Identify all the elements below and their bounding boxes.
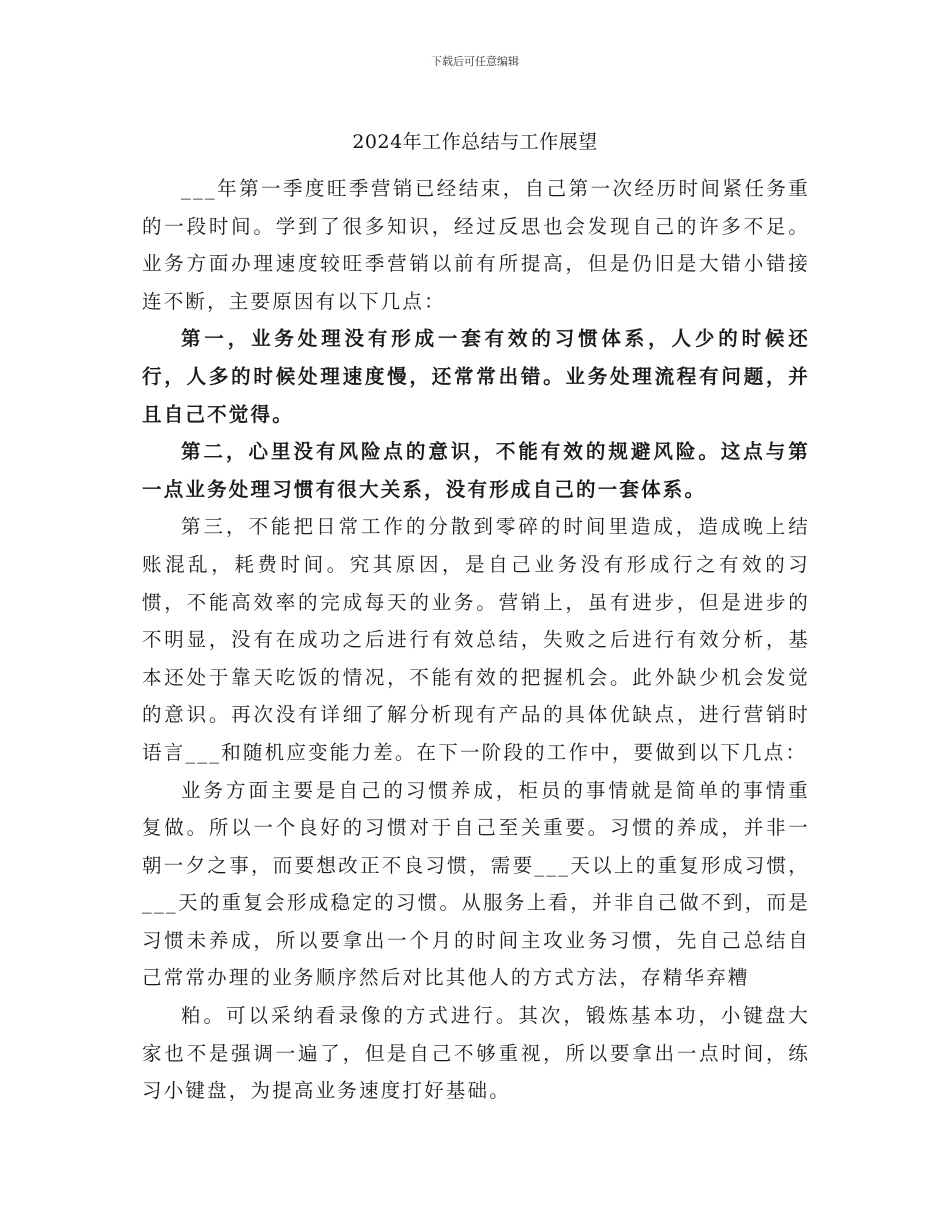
- paragraph-point-two: 第二，心里没有风险点的意识，不能有效的规避风险。这点与第一点业务处理习惯有很大关系，没有形成自己的一套体系。: [142, 440, 810, 501]
- paragraph-practice: 粕。可以采纳看录像的方式进行。其次，锻炼基本功，小键盘大家也不是强调一遍了，但是自己不够重视，所以要拿出一点时间，练习小键盘，为提高业务速度打好基础。: [142, 1004, 810, 1103]
- paragraph-intro: ___年第一季度旺季营销已经结束，自己第一次经历时间紧任务重的一段时间。学到了很多知识，经过反思也会发现自己的许多不足。业务方面办理速度较旺季营销以前有所提高，但是仍旧是大错小错接连不断，主要原因有以下几点：: [142, 177, 810, 313]
- document-title: 2024年工作总结与工作展望: [352, 131, 598, 153]
- paragraph-point-one: 第一，业务处理没有形成一套有效的习惯体系，人少的时候还行，人多的时候处理速度慢，还常常出错。业务处理流程有问题，并且自己不觉得。: [142, 327, 810, 426]
- paragraph-business-habits: 业务方面主要是自己的习惯养成，柜员的事情就是简单的事情重复做。所以一个良好的习惯对于自己至关重要。习惯的养成，并非一朝一夕之事，而要想改正不良习惯，需要___天以上的重复形成习惯，___天的重复会形成稳定的习惯。从服务上看，并非自己做不到，而是习惯未养成，所以要拿出一个月的时间主攻业务习惯，先自己总结自己常常办理的业务顺序然后对比其他人的方式方法，存精华弃糟: [142, 778, 810, 990]
- document-body: [142, 170, 810, 1110]
- paragraph-point-three: 第三，不能把日常工作的分散到零碎的时间里造成，造成晚上结账混乱，耗费时间。究其原因，是自己业务没有形成行之有效的习惯，不能高效率的完成每天的业务。营销上，虽有进步，但是进步的不明显，没有在成功之后进行有效总结，失败之后进行有效分析，基本还处于靠天吃饭的情况，不能有效的把握机会。此外缺少机会发觉的意识。再次没有详细了解分析现有产品的具体优缺点，进行营销时语言___和随机应变能力差。在下一阶段的工作中，要做到以下几点：: [142, 515, 810, 764]
- header-note: 下载后可任意编辑: [431, 55, 519, 68]
